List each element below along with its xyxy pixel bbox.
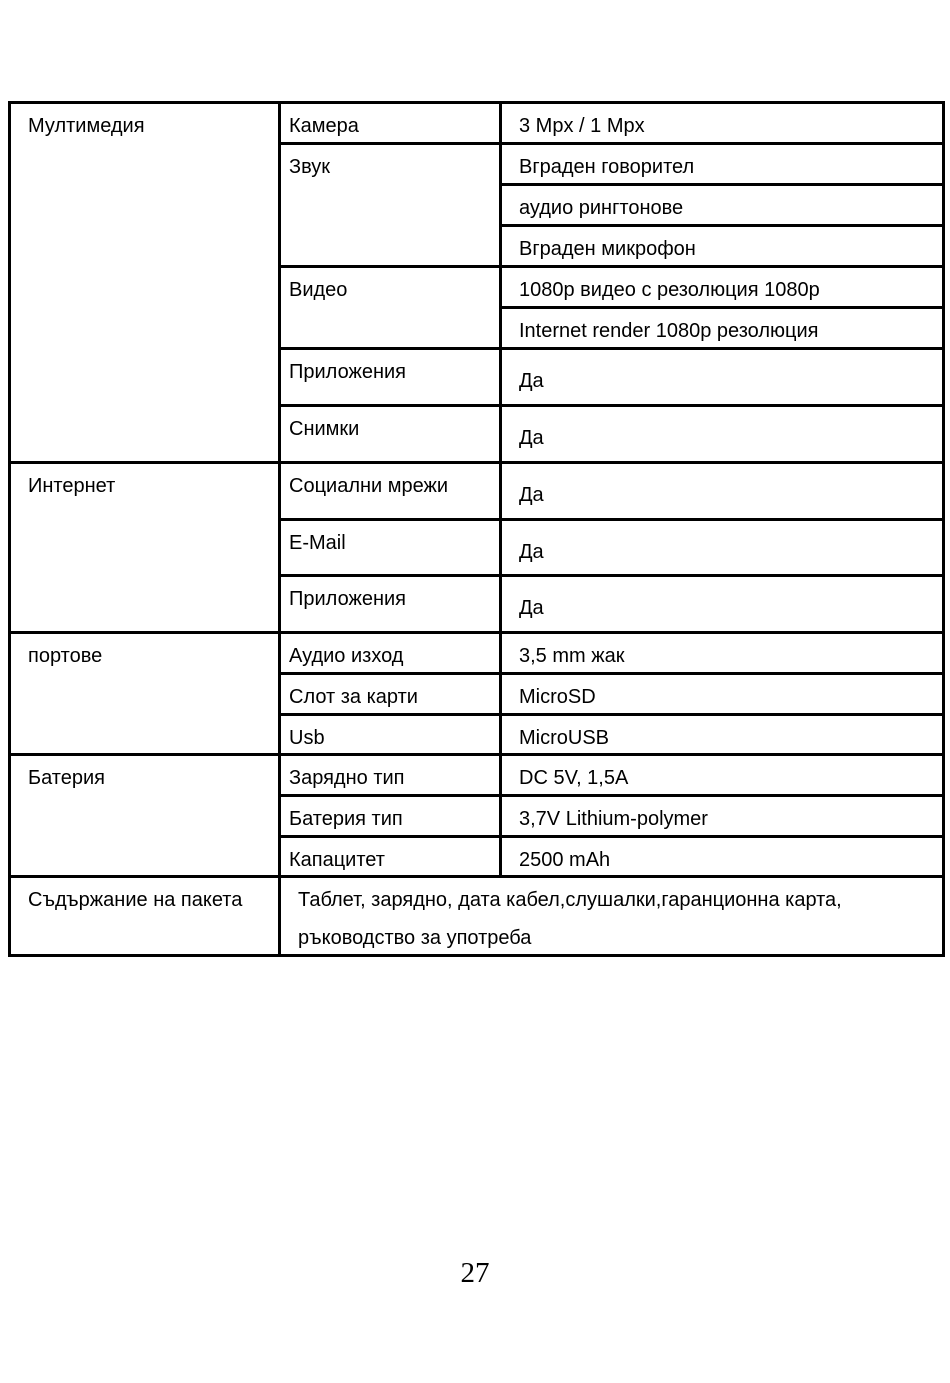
group-cell-internet <box>8 461 281 634</box>
value-audio-out: 3,5 mm жак <box>519 645 625 667</box>
package-value-cell <box>278 875 945 957</box>
value-email: Да <box>519 541 544 563</box>
sub-cell <box>278 142 502 268</box>
value-cell <box>499 672 945 716</box>
sub-label-card-slot: Слот за карти <box>289 686 418 708</box>
sub-cell <box>278 835 502 878</box>
sub-cell <box>278 713 502 756</box>
value-card-slot: MicroSD <box>519 686 596 708</box>
value-cell <box>499 631 945 675</box>
value-usb: MicroUSB <box>519 727 610 749</box>
value-cell <box>499 835 945 878</box>
value-photos: Да <box>519 427 544 449</box>
sub-cell <box>278 753 502 797</box>
value-cell <box>499 518 945 577</box>
sub-cell <box>278 461 502 521</box>
value-internet-render: Internet render 1080p резолюция <box>519 320 819 342</box>
sub-label-sound: Звук <box>289 156 331 178</box>
value-apps: Да <box>519 370 544 392</box>
value-cell <box>499 142 945 186</box>
value-cell <box>499 713 945 756</box>
value-cell <box>499 347 945 407</box>
sub-label-apps: Приложения <box>289 361 407 383</box>
group-label-ports: портове <box>28 645 103 667</box>
sub-label-email: E-Mail <box>289 532 346 554</box>
sub-cell <box>278 347 502 407</box>
group-label-internet: Интернет <box>28 475 116 497</box>
sub-label-camera: Камера <box>289 115 359 137</box>
sub-cell <box>278 672 502 716</box>
sub-label-photos: Снимки <box>289 418 360 440</box>
value-ringtones: аудио рингтонове <box>519 197 684 219</box>
value-capacity: 2500 mAh <box>519 849 611 871</box>
package-value: Таблет, зарядно, дата кабел,слушалки,гаранционна карта, ръководство за употреба <box>298 889 842 949</box>
group-cell-multimedia <box>8 101 281 464</box>
value-cell <box>499 794 945 838</box>
group-cell-ports <box>8 631 281 756</box>
group-label-battery: Батерия <box>28 767 105 789</box>
sub-label-charger-type: Зарядно тип <box>289 767 405 789</box>
value-cell <box>499 183 945 227</box>
sub-label-apps-internet: Приложения <box>289 588 407 610</box>
value-cell <box>499 753 945 797</box>
group-label-multimedia: Мултимедия <box>28 115 145 137</box>
sub-label-usb: Usb <box>289 727 325 749</box>
sub-cell <box>278 574 502 634</box>
value-cell <box>499 306 945 350</box>
group-cell-package <box>8 875 281 957</box>
sub-cell <box>278 404 502 464</box>
sub-label-video: Видео <box>289 279 348 301</box>
value-cell <box>499 224 945 268</box>
value-battery-type: 3,7V Lithium-polymer <box>519 808 708 830</box>
value-microphone: Вграден микрофон <box>519 238 696 260</box>
sub-label-social: Социални мрежи <box>289 475 449 497</box>
value-cell <box>499 574 945 634</box>
value-cell <box>499 265 945 309</box>
sub-label-capacity: Капацитет <box>289 849 385 871</box>
sub-label-audio-out: Аудио изход <box>289 645 404 667</box>
sub-cell <box>278 265 502 350</box>
value-video-1080p: 1080p видео с резолюция 1080p <box>519 279 820 301</box>
group-cell-battery <box>8 753 281 878</box>
value-apps-internet: Да <box>519 597 544 619</box>
value-speaker: Вграден говорител <box>519 156 695 178</box>
sub-label-battery-type: Батерия тип <box>289 808 403 830</box>
value-camera: 3 Mpx / 1 Mpx <box>519 115 645 137</box>
sub-cell <box>278 518 502 577</box>
page-number: 27 <box>460 1257 490 1289</box>
value-cell <box>499 461 945 521</box>
value-social: Да <box>519 484 544 506</box>
value-charger-type: DC 5V, 1,5A <box>519 767 629 789</box>
value-cell <box>499 101 945 145</box>
sub-cell <box>278 794 502 838</box>
sub-cell <box>278 101 502 145</box>
package-label: Съдържание на пакета <box>28 889 243 911</box>
sub-cell <box>278 631 502 675</box>
value-cell <box>499 404 945 464</box>
